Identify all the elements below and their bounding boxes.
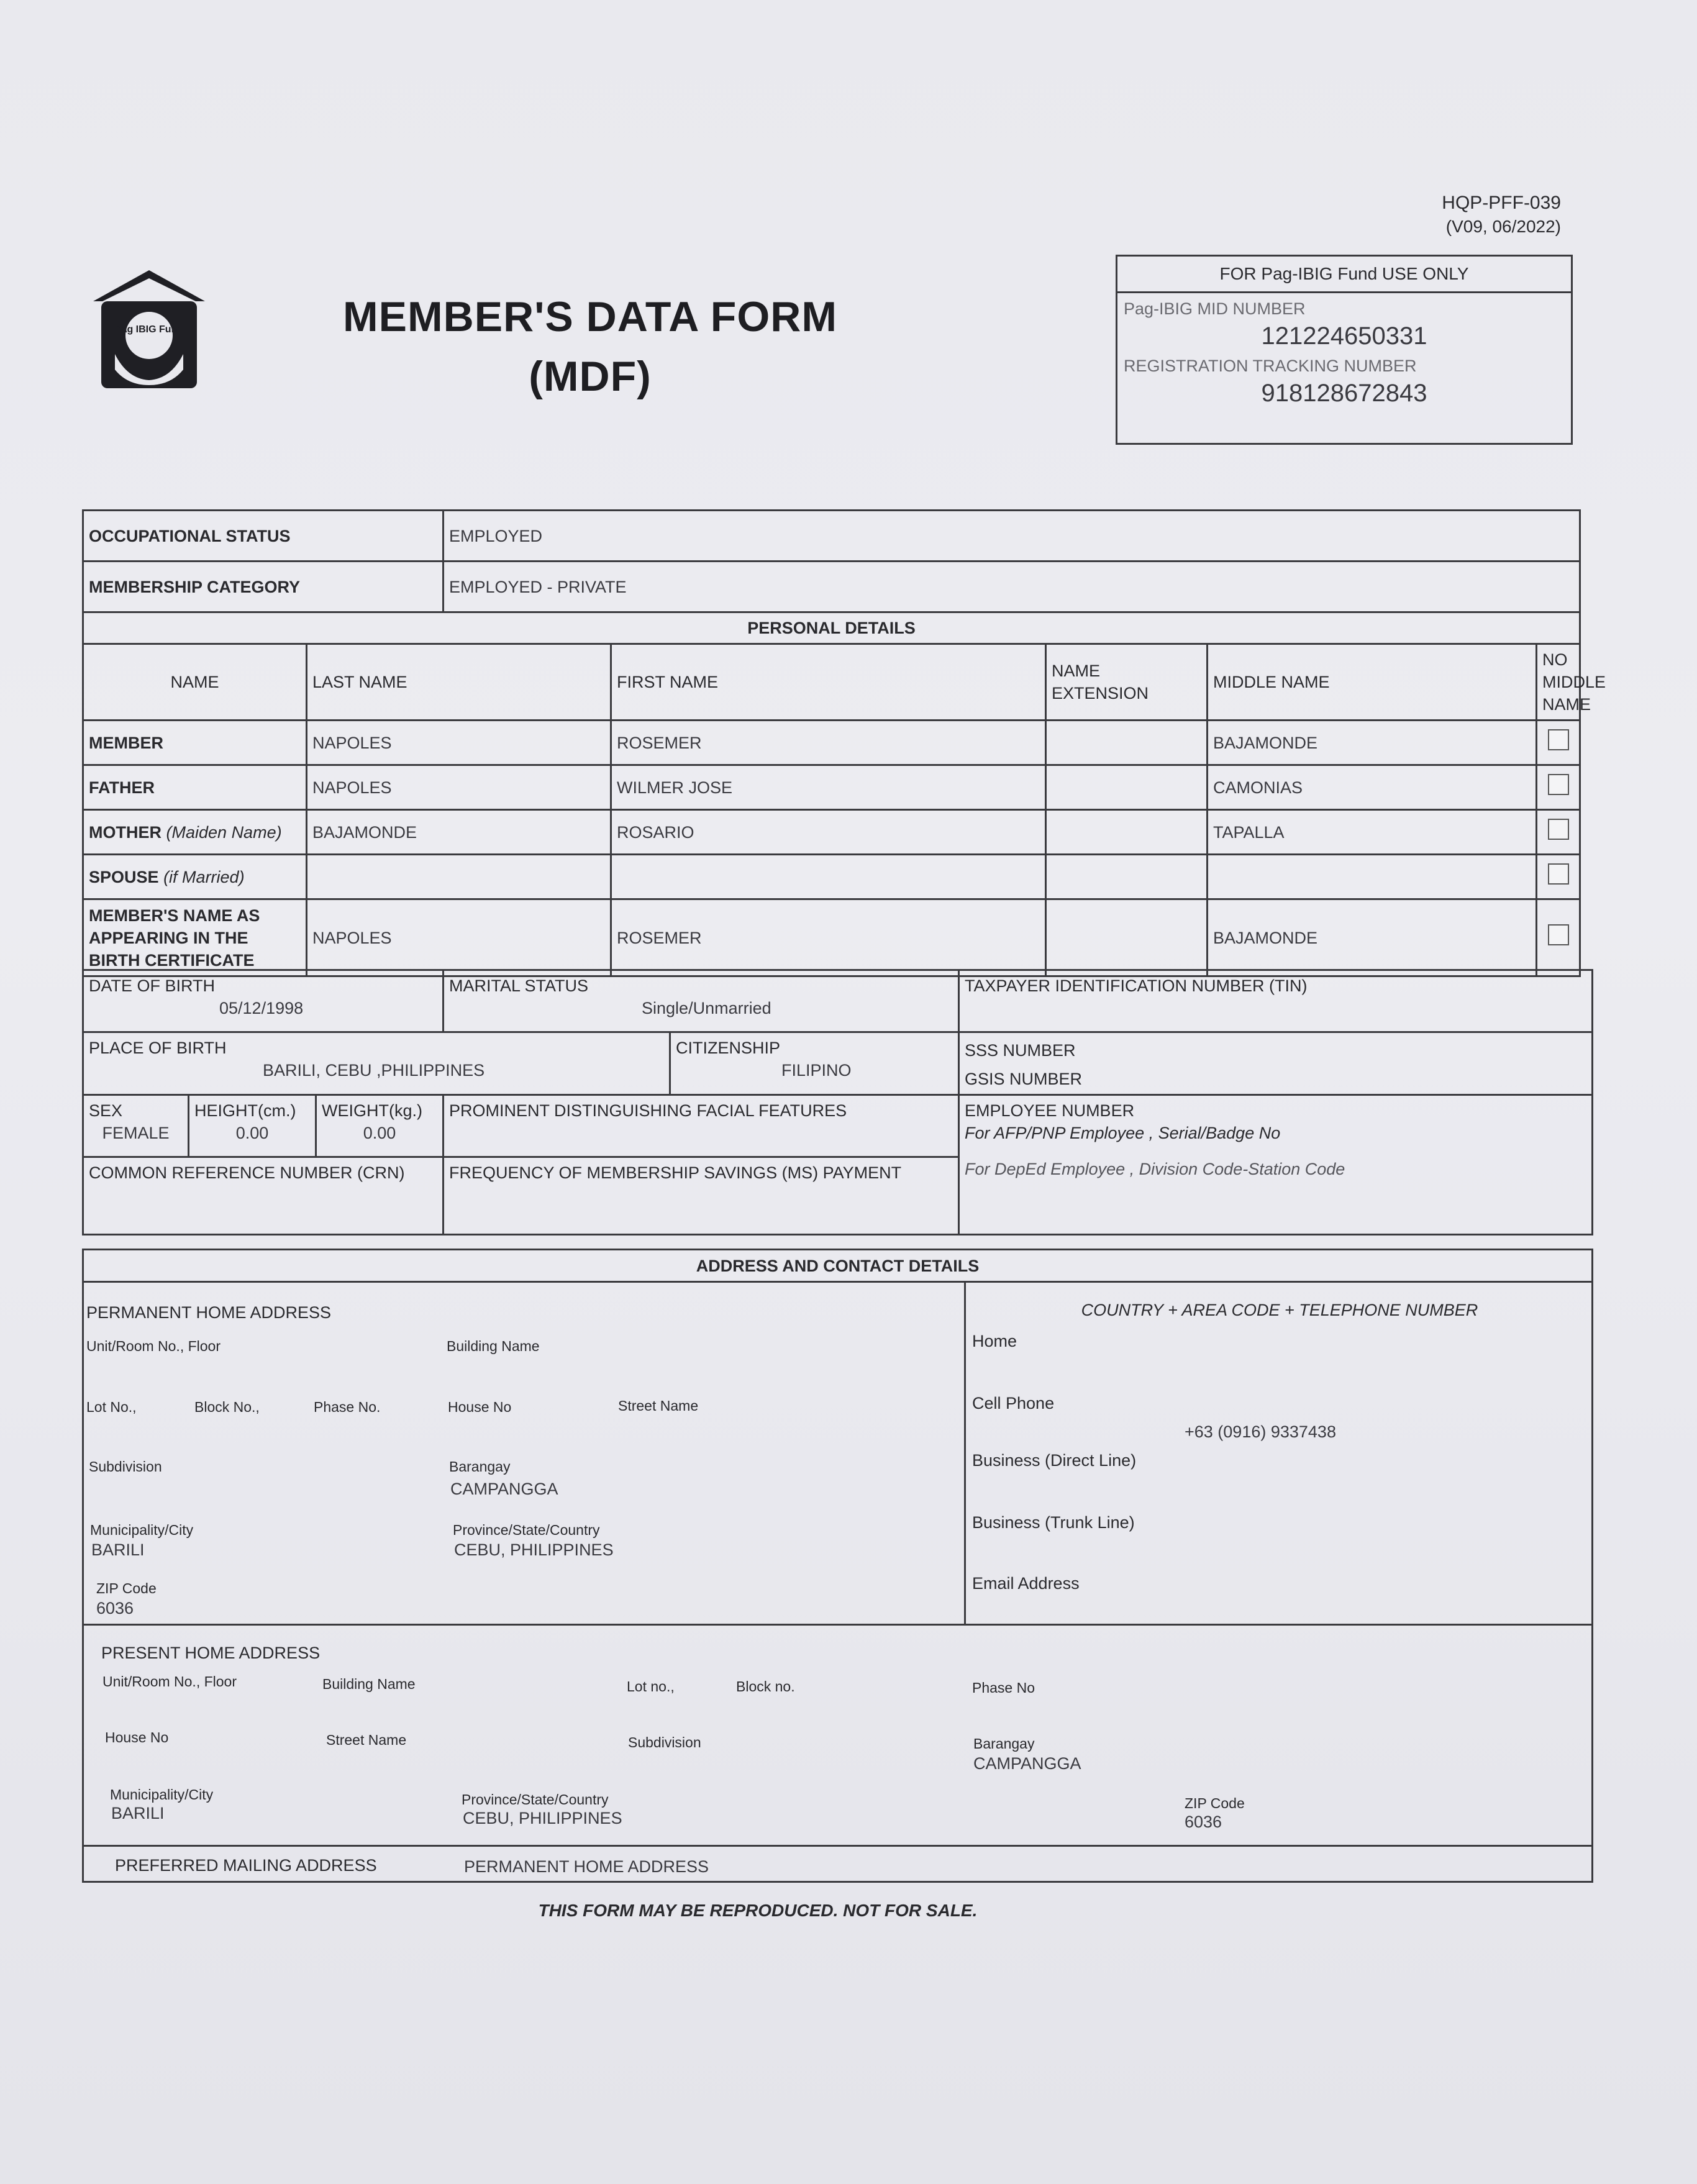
form-title [298,287,882,406]
svg-text:Pag IBIG Fund: Pag IBIG Fund [114,324,184,335]
member-middle-name: BAJAMONDE [1208,721,1537,765]
father-last-name: NAPOLES [307,765,611,810]
form-version: (V09, 06/2022) [1445,217,1561,236]
title-line-2: (MDF) [529,353,652,400]
pres-unit-label: Unit/Room No., Floor [102,1673,237,1690]
sex-cell [83,1095,189,1157]
present-address-cell [83,1625,1593,1846]
spouse-middle-name [1208,855,1537,899]
birth-cert-name-extension [1046,899,1208,976]
cell-phone-label: Cell Phone [972,1394,1055,1413]
weight-label: WEIGHT(kg.) [322,1101,422,1120]
pob-label: PLACE OF BIRTH [89,1039,227,1057]
mid-label: Pag-IBIG MID NUMBER [1124,299,1306,318]
ms-frequency-label: FREQUENCY OF MEMBERSHIP SAVINGS (MS) PAYMENT [449,1163,902,1182]
sss-label: SSS NUMBER [965,1041,1076,1060]
mailing-address-value: PERMANENT HOME ADDRESS [464,1857,709,1876]
gsis-label: GSIS NUMBER [965,1070,1083,1088]
crn-label: COMMON REFERENCE NUMBER (CRN) [89,1163,405,1182]
perm-phase-label: Phase No. [314,1399,381,1415]
spouse-name-extension [1046,855,1208,899]
pres-province-label: Province/State/Country [462,1791,609,1808]
form-code-number: HQP-PFF-039 [1442,193,1561,213]
father-name-extension [1046,765,1208,810]
father-first-name: WILMER JOSE [611,765,1046,810]
pres-barangay-label: Barangay [973,1736,1035,1752]
pres-municipality-label: Municipality/City [110,1786,214,1803]
mother-name-extension [1046,810,1208,855]
mailing-address-cell [83,1846,1593,1882]
permanent-address-cell [83,1282,965,1625]
perm-subdivision-label: Subdivision [89,1458,162,1475]
birth-cert-last-name: NAPOLES [307,899,611,976]
pres-street-label: Street Name [326,1732,407,1748]
weight-cell [316,1095,444,1157]
pres-subdivision-label: Subdivision [628,1734,701,1750]
col-no-middle-name: NO MIDDLE NAME [1537,644,1580,721]
row-father-label: FATHER [83,765,307,810]
pres-house-label: House No [105,1729,169,1745]
perm-unit-label: Unit/Room No., Floor [86,1338,221,1354]
mid-value: 121224650331 [1261,322,1427,350]
cell-phone-value: +63 (0916) 9337438 [1185,1422,1336,1441]
perm-block-label: Block No., [194,1399,260,1415]
father-middle-name: CAMONIAS [1208,765,1537,810]
address-contact-table [82,1249,1593,1883]
spouse-last-name [307,855,611,899]
pres-block-label: Block no. [736,1678,795,1695]
row-member-label: MEMBER [83,721,307,765]
height-label: HEIGHT(cm.) [194,1101,296,1120]
citizenship-value: FILIPINO [781,1061,852,1080]
pres-zip-value: 6036 [1185,1813,1222,1831]
mother-last-name: BAJAMONDE [307,810,611,855]
permanent-address-label: PERMANENT HOME ADDRESS [86,1303,332,1322]
pob-value: BARILI, CEBU ,PHILIPPINES [263,1061,485,1080]
row-spouse-label: SPOUSE (if Married) [83,855,307,899]
mother-no-middle-checkbox[interactable] [1537,810,1580,855]
sss-gsis-cell [959,1032,1593,1095]
footer-note: THIS FORM MAY BE REPRODUCED. NOT FOR SALE. [538,1901,978,1920]
facial-features-cell [444,1095,959,1157]
pres-building-label: Building Name [322,1676,416,1692]
height-cell [189,1095,316,1157]
perm-province-value: CEBU, PHILIPPINES [454,1540,614,1559]
citizenship-cell [670,1032,959,1095]
ms-frequency-cell [444,1157,959,1235]
rtn-value: 918128672843 [1261,380,1427,407]
fund-use-box [1116,255,1573,445]
address-header: ADDRESS AND CONTACT DETAILS [83,1250,1593,1282]
pob-cell [83,1032,670,1095]
col-first-name: FIRST NAME [611,644,1046,721]
business-direct-label: Business (Direct Line) [972,1451,1137,1470]
perm-zip-label: ZIP Code [96,1580,157,1596]
dob-label: DATE OF BIRTH [89,976,216,995]
perm-street-label: Street Name [618,1398,699,1414]
tin-label: TAXPAYER IDENTIFICATION NUMBER (TIN) [965,976,1308,995]
perm-barangay-label: Barangay [449,1458,511,1475]
facial-features-label: PROMINENT DISTINGUISHING FACIAL FEATURES [449,1101,847,1120]
tin-cell [959,970,1593,1032]
email-label: Email Address [972,1574,1080,1593]
fund-use-header: FOR Pag-IBIG Fund USE ONLY [1117,257,1571,293]
row-mother-label: MOTHER (Maiden Name) [83,810,307,855]
col-name-extension: NAME EXTENSION [1046,644,1208,721]
personal-details-table [82,509,1606,977]
citizenship-label: CITIZENSHIP [676,1039,781,1057]
business-trunk-label: Business (Trunk Line) [972,1513,1135,1532]
pres-phase-label: Phase No [972,1680,1035,1696]
mother-middle-name: TAPALLA [1208,810,1537,855]
col-last-name: LAST NAME [307,644,611,721]
sex-value: FEMALE [102,1124,170,1142]
contact-numbers-cell [965,1282,1593,1625]
perm-municipality-value: BARILI [91,1540,145,1559]
perm-house-label: House No [448,1399,512,1415]
birth-cert-first-name: ROSEMER [611,899,1046,976]
col-name: NAME [83,644,307,721]
spouse-first-name [611,855,1046,899]
pres-lot-label: Lot no., [627,1678,675,1695]
personal-details-lower [82,969,1593,1235]
member-last-name: NAPOLES [307,721,611,765]
pres-province-value: CEBU, PHILIPPINES [463,1809,622,1827]
marital-value: Single/Unmarried [642,999,771,1017]
pres-municipality-value: BARILI [111,1804,165,1822]
spouse-no-middle-checkbox[interactable] [1537,855,1580,899]
phone-header: COUNTRY + AREA CODE + TELEPHONE NUMBER [1081,1301,1478,1319]
occupational-status-value: EMPLOYED [444,511,1580,562]
form-code [1442,191,1561,239]
perm-building-label: Building Name [447,1338,540,1354]
perm-municipality-label: Municipality/City [90,1522,194,1538]
mailing-address-label: PREFERRED MAILING ADDRESS [115,1856,377,1875]
row-birth-cert-label: MEMBER'S NAME AS APPEARING IN THE BIRTH CERTIFICATE [83,899,307,976]
deped-label: For DepEd Employee , Division Code-Station Code [965,1160,1345,1178]
perm-zip-value: 6036 [96,1599,134,1618]
occupational-status-label: OCCUPATIONAL STATUS [83,511,444,562]
mother-first-name: ROSARIO [611,810,1046,855]
pres-zip-label: ZIP Code [1185,1795,1245,1811]
dob-cell [83,970,444,1032]
pres-barangay-value: CAMPANGGA [973,1754,1081,1773]
perm-lot-label: Lot No., [86,1399,137,1415]
sex-label: SEX [89,1101,123,1120]
member-first-name: ROSEMER [611,721,1046,765]
title-line-1: MEMBER'S DATA FORM [343,293,837,340]
height-value: 0.00 [235,1124,269,1142]
afp-pnp-label: For AFP/PNP Employee , Serial/Badge No [965,1124,1281,1142]
perm-province-label: Province/State/Country [453,1522,600,1538]
membership-category-value: EMPLOYED - PRIVATE [444,562,1580,612]
col-middle-name: MIDDLE NAME [1208,644,1537,721]
weight-value: 0.00 [363,1124,396,1142]
member-no-middle-checkbox[interactable] [1537,721,1580,765]
personal-details-header: PERSONAL DETAILS [83,612,1580,644]
father-no-middle-checkbox[interactable] [1537,765,1580,810]
employee-number-cell [959,1095,1593,1235]
crn-cell [83,1157,444,1235]
pagibig-logo [90,267,208,391]
home-phone-label: Home [972,1332,1017,1350]
perm-barangay-value: CAMPANGGA [450,1480,558,1498]
employee-number-label: EMPLOYEE NUMBER [965,1101,1135,1120]
birth-cert-no-middle-checkbox[interactable] [1537,899,1580,976]
membership-category-label: MEMBERSHIP CATEGORY [83,562,444,612]
marital-cell [444,970,959,1032]
member-name-extension [1046,721,1208,765]
present-address-label: PRESENT HOME ADDRESS [101,1644,321,1662]
birth-cert-middle-name: BAJAMONDE [1208,899,1537,976]
marital-label: MARITAL STATUS [449,976,589,995]
rtn-label: REGISTRATION TRACKING NUMBER [1124,357,1417,375]
dob-value: 05/12/1998 [219,999,304,1017]
